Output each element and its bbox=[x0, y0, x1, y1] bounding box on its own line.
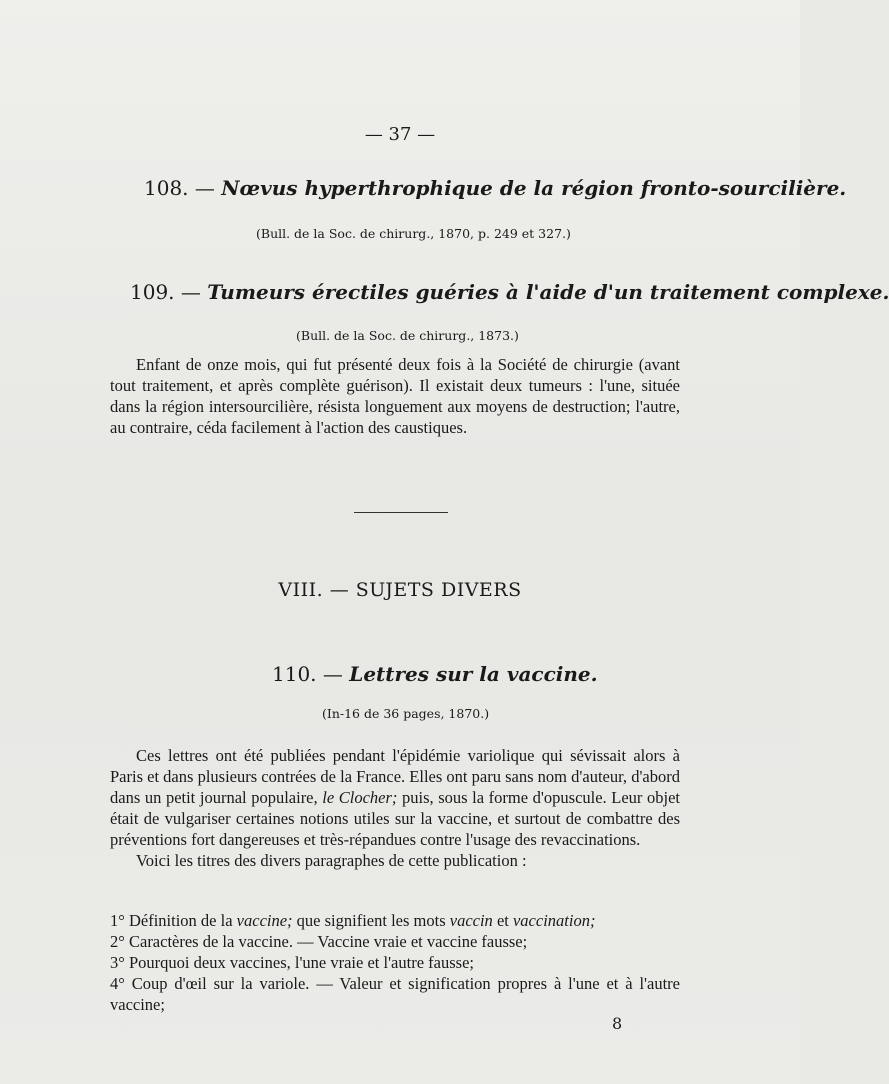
entry-109-heading bbox=[130, 280, 889, 304]
section-divider bbox=[354, 512, 448, 513]
entry-108-heading bbox=[144, 176, 846, 200]
list-item-term: vaccination; bbox=[512, 911, 596, 930]
section-title: VIII. — SUJETS DIVERS bbox=[278, 579, 522, 601]
list-item-text: Pourquoi deux vaccines, l'une vraie et l'autre fausse; bbox=[128, 953, 474, 972]
page-number: — 37 — bbox=[364, 124, 436, 145]
list-item-term: vaccine; bbox=[236, 911, 293, 930]
list-item-text: Coup d'œil sur la variole. — Valeur et signification propres à l'une et à l'autre vaccine; bbox=[110, 974, 681, 1014]
entry-109-text: Enfant de onze mois, qui fut présenté deux fois à la Société de chirurgie (avant tout traitement, et après complète guérison). Il existait deux tumeurs : l'une, située dans la région intersourcilière, résista longuement aux moyens de destruction; l'autre, au contraire, céda facilement à l'action des caustiques. bbox=[110, 355, 680, 437]
entry-110-heading bbox=[272, 662, 598, 686]
list-item bbox=[110, 931, 680, 952]
list-item bbox=[110, 973, 680, 1015]
list-item-number: 3° bbox=[110, 953, 125, 972]
list-item bbox=[110, 952, 680, 973]
list-item-number: 2° bbox=[110, 932, 125, 951]
paragraph-list bbox=[110, 910, 680, 1015]
list-item-number: 4° bbox=[110, 974, 125, 993]
list-item-text: que signifient les mots bbox=[292, 911, 450, 930]
entry-110-paragraph bbox=[110, 745, 680, 871]
entry-108-title: Nœvus hyperthrophique de la région fronto-sourcilière. bbox=[221, 176, 847, 200]
entry-110-text-part2: puis, sous la forme d'opuscule. Leur objet était de vulgariser certaines notions utiles sur la vaccine, et surtout de combattre des préventions fort dangereuses et très-répandues contre l'usage des revaccinations. bbox=[110, 788, 681, 849]
journal-name: le Clocher; bbox=[322, 788, 398, 807]
list-item-text: Caractères de la vaccine. — Vaccine vraie et vaccine fausse; bbox=[128, 932, 528, 951]
list-item-text: Définition de la bbox=[128, 911, 237, 930]
entry-110-title: Lettres sur la vaccine. bbox=[349, 662, 598, 686]
entry-109-citation: (Bull. de la Soc. de chirurg., 1873.) bbox=[296, 328, 519, 343]
entry-109-title: Tumeurs érectiles guéries à l'aide d'un traitement complexe. bbox=[207, 280, 889, 304]
list-item bbox=[110, 910, 680, 931]
list-item-number: 1° bbox=[110, 911, 125, 930]
entry-110-number: 110. — bbox=[272, 662, 343, 686]
entry-110-text bbox=[110, 745, 680, 850]
list-intro: Voici les titres des divers paragraphes de cette publication : bbox=[136, 851, 527, 870]
entry-109-number: 109. — bbox=[130, 280, 201, 304]
entry-108-number: 108. — bbox=[144, 176, 215, 200]
list-item-term: vaccin bbox=[449, 911, 493, 930]
entry-108-citation: (Bull. de la Soc. de chirurg., 1870, p. 249 et 327.) bbox=[256, 226, 571, 241]
entry-109-paragraph bbox=[110, 354, 680, 438]
entry-110-citation: (In-16 de 36 pages, 1870.) bbox=[322, 706, 490, 721]
signature-mark: 8 bbox=[612, 1014, 623, 1033]
list-item-text: et bbox=[492, 911, 513, 930]
entry-110-text-part1: Ces lettres ont été publiées pendant l'épidémie variolique qui sévissait alors à Paris et dans plusieurs contrées de la France. Elles ont paru sans nom d'auteur, d'abord dans un petit journal populaire, bbox=[110, 746, 680, 807]
